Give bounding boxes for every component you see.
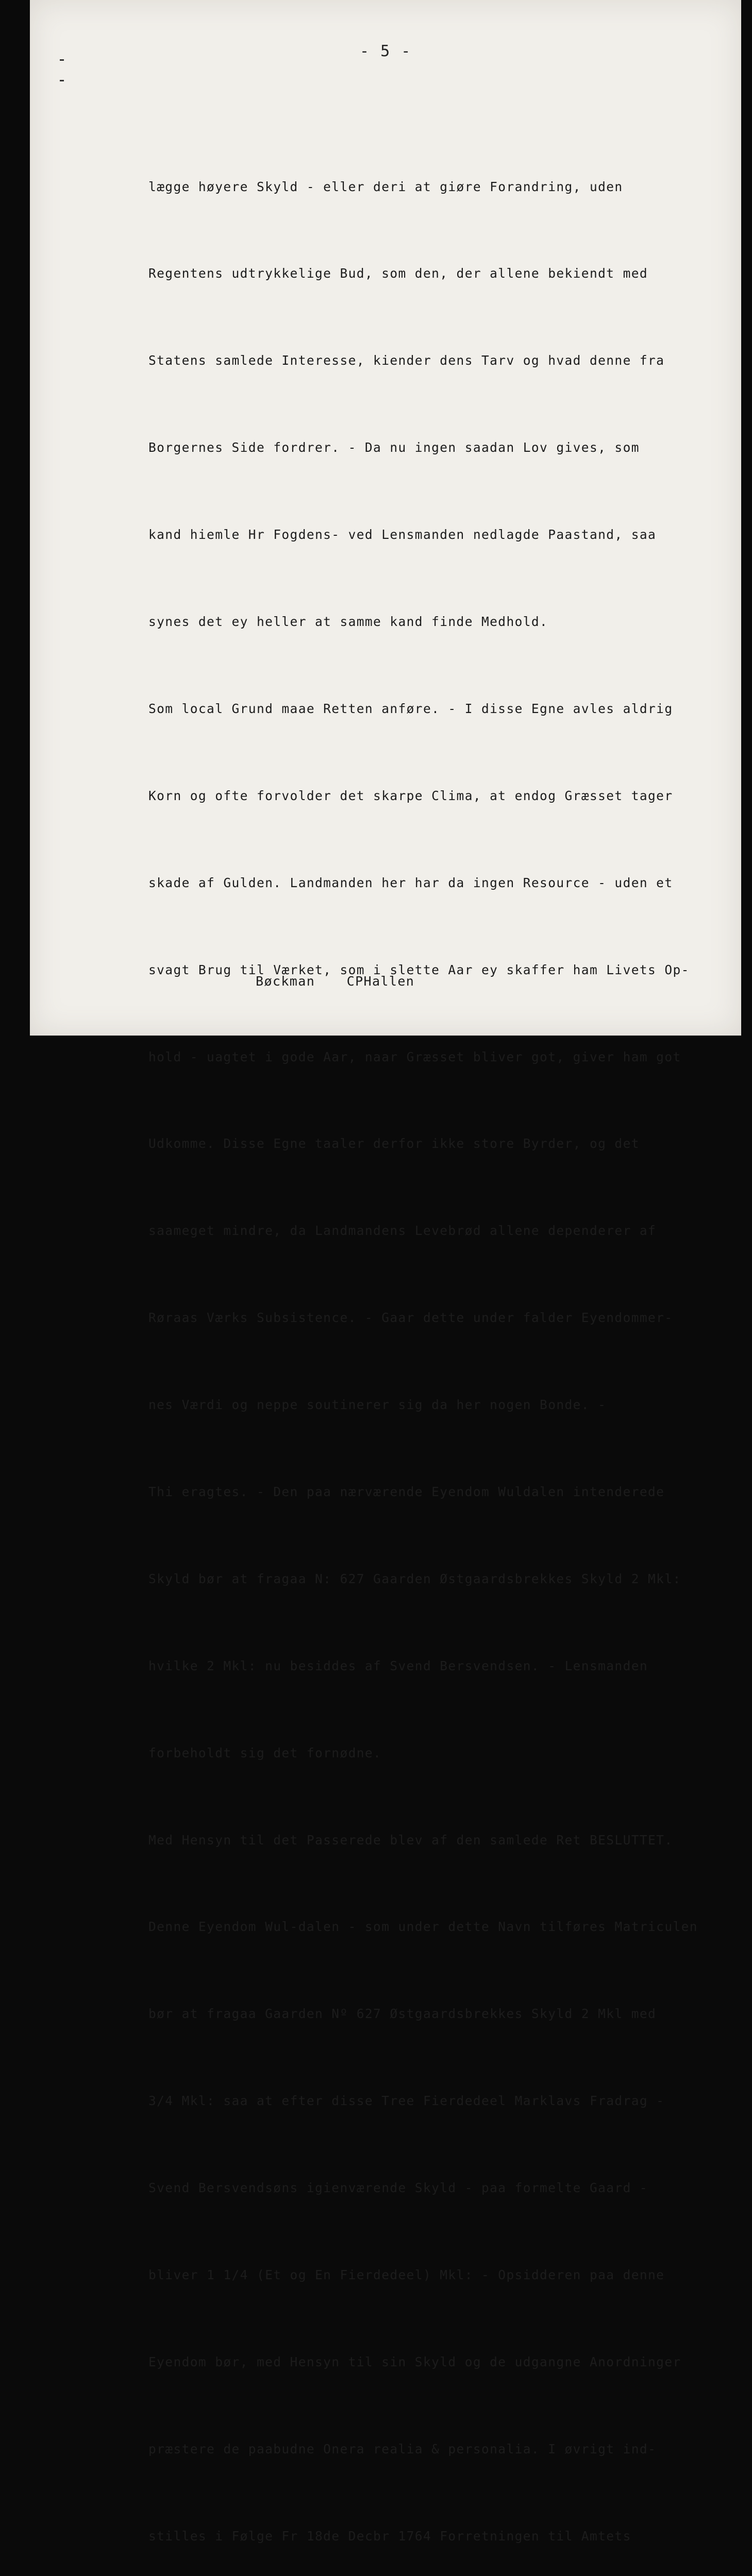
text-line: skade af Gulden. Landmanden her har da ingen Resource - uden et: [148, 875, 673, 890]
text-line: Røraas Værks Subsistence. - Gaar dette under falder Eyendommer-: [148, 1310, 673, 1326]
text-line: Som local Grund maae Retten anføre. - I disse Egne avles aldrig: [148, 701, 673, 716]
text-line: Udkomme. Disse Egne taaler derfor ikke store Byrder, og det: [148, 1136, 640, 1151]
text-line: præstere de paabudne Onera realia & personalia. I øvrigt ind-: [148, 2441, 657, 2456]
text-line: bør at fragaa Gaarden Nº 627 Østgaardsbrekkes Skyld 2 Mkl med: [148, 2006, 657, 2022]
signature-hallen: CPHallen: [346, 974, 415, 989]
text-line: Skyld bør at fragaa N: 627 Gaarden Østgaardsbrekkes Skyld 2 Mkl:: [148, 1571, 681, 1586]
text-line: Thi eragtes. - Den paa nærværende Eyendom Wuldalen intenderede: [148, 1484, 665, 1499]
margin-mark: [60, 80, 64, 81]
text-line: forbeholdt sig det fornødne.: [148, 1745, 382, 1760]
text-line: Regentens udtrykkelige Bud, som den, der allene bekiendt med: [148, 266, 648, 281]
text-line: saameget mindre, da Landmandens Levebrød allene dependerer af: [148, 1223, 657, 1239]
text-line: svagt Brug til Værket, som i slette Aar ey skaffer ham Livets Op-: [148, 962, 690, 977]
text-line: 3/4 Mkl: saa at efter disse Tree Fierdedeel Marklavs Fradrag -: [148, 2093, 665, 2109]
text-line: nes Værdi og neppe soutinerer sig da her nogen Bonde. -: [148, 1397, 607, 1413]
signatures: [256, 974, 438, 989]
text-line: Statens samlede Interesse, kiender dens Tarv og hvad denne fra: [148, 353, 665, 368]
text-line: bliver 1 1/4 (Et og En Fierdedeel) Mkl: - Opsidderen paa denne: [148, 2267, 665, 2282]
page-number: - 5 -: [360, 42, 412, 60]
text-line: synes det ey heller at samme kand finde Medhold.: [148, 614, 548, 630]
text-line: hvilke 2 Mkl: nu besiddes af Svend Bersvendsen. - Lensmanden: [148, 1658, 648, 1673]
text-line: Denne Eyendom Wul-dalen - som under dette Navn tilføres Matriculen: [148, 1919, 698, 1935]
document-page: [30, 0, 741, 2544]
text-line: kand hiemle Hr Fogdens- ved Lensmanden nedlagde Paastand, saa: [148, 527, 657, 543]
margin-mark: [60, 59, 64, 61]
text-line: Svend Bersvendsøns igienværende Skyld - paa formelte Gaard -: [148, 2180, 648, 2196]
text-line: Med Hensyn til det Passerede blev af den samlede Ret BESLUTTET.: [148, 1832, 673, 1848]
body-text: [148, 114, 741, 2576]
signature-bockman: Bøckman: [256, 974, 315, 989]
text-line: Korn og ofte forvolder det skarpe Clima, at endog Græsset tager: [148, 788, 673, 803]
text-line: hold - uagtet i gode Aar, naar Græsset bliver got, giver ham got: [148, 1049, 681, 1064]
text-line: Borgernes Side fordrer. - Da nu ingen saadan Lov gives, som: [148, 440, 640, 455]
text-line: Eyendom bør, med Hensyn til sin Skyld og de udgangne Anordninger: [148, 2354, 681, 2369]
text-line: lægge høyere Skyld - eller deri at giøre Forandring, uden: [148, 179, 623, 194]
text-line: stilles i Følge Fr 18de Decbr 1764 Forretningen til Amtets: [148, 2528, 631, 2544]
